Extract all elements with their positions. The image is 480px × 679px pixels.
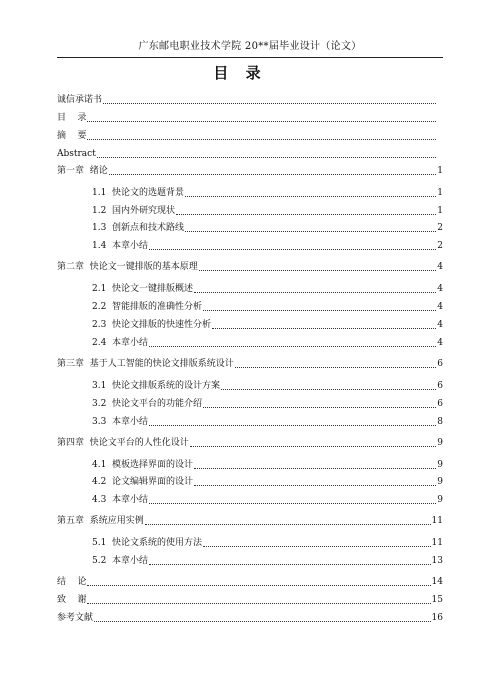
toc-leader-dots xyxy=(87,602,430,604)
toc-entry-label: 2.3 快论文排版的快速性分析 xyxy=(92,320,212,330)
toc-subentry[interactable] xyxy=(92,317,443,331)
toc-leader-dots xyxy=(103,102,436,104)
toc-page-number: 4 xyxy=(437,284,443,294)
toc-page-number: 6 xyxy=(437,359,443,369)
toc-page-number: 11 xyxy=(431,516,443,526)
toc-leader-dots xyxy=(109,173,436,175)
toc-entry[interactable] xyxy=(57,513,443,527)
toc-entry-label: 5.1 快论文系统的使用方法 xyxy=(92,538,203,548)
toc-entry[interactable] xyxy=(57,610,443,624)
toc-leader-dots xyxy=(149,563,431,565)
toc-leader-dots xyxy=(203,406,436,408)
toc-subentry[interactable] xyxy=(92,378,443,392)
toc-page-number: 15 xyxy=(431,595,443,605)
toc-entry-label: 诚信承诺书 xyxy=(57,95,103,105)
toc-leader-dots xyxy=(194,291,436,293)
toc-page-number: 14 xyxy=(431,577,443,587)
toc-entry[interactable] xyxy=(57,110,443,124)
toc-page-number: 1 xyxy=(437,166,443,176)
toc-entry-label: 3.1 快论文排版系统的设计方案 xyxy=(92,381,221,391)
toc-entry-label: 致 谢 xyxy=(57,595,87,605)
toc-leader-dots xyxy=(235,366,436,368)
toc-entry[interactable] xyxy=(57,128,443,142)
toc-leader-dots xyxy=(194,484,436,486)
toc-entry-label: 3.2 快论文平台的功能介绍 xyxy=(92,399,203,409)
toc-entry-label: 2.2 智能排版的准确性分析 xyxy=(92,302,203,312)
toc-subentry[interactable] xyxy=(92,414,443,428)
toc-page-number: 4 xyxy=(437,338,443,348)
toc-entry-label: 1.2 国内外研究现状 xyxy=(92,206,176,216)
toc-entry-label: 摘 要 xyxy=(57,131,87,141)
toc-subentry[interactable] xyxy=(92,474,443,488)
toc-leader-dots xyxy=(97,156,436,158)
toc-leader-dots xyxy=(176,213,436,215)
toc-entry-label: 4.1 模板选择界面的设计 xyxy=(92,460,194,470)
toc-leader-dots xyxy=(94,620,431,622)
toc-page-number: 4 xyxy=(437,262,443,272)
toc-subentry[interactable] xyxy=(92,220,443,234)
toc-leader-dots xyxy=(145,523,431,525)
toc-entry[interactable] xyxy=(57,592,443,606)
toc-page-number: 9 xyxy=(437,495,443,505)
toc-page-number: 2 xyxy=(437,223,443,233)
toc-leader-dots xyxy=(87,584,430,586)
toc-entry-label: 1.3 创新点和技术路线 xyxy=(92,223,185,233)
toc-entry-label: 5.2 本章小结 xyxy=(92,556,149,566)
toc-subentry[interactable] xyxy=(92,457,443,471)
toc-leader-dots xyxy=(199,269,436,271)
toc-page-number: 8 xyxy=(437,417,443,427)
toc-entry-label: 第一章 绪论 xyxy=(57,166,108,176)
toc-leader-dots xyxy=(212,327,436,329)
toc-leader-dots xyxy=(149,345,436,347)
toc-leader-dots xyxy=(203,309,436,311)
toc-leader-dots xyxy=(185,230,436,232)
toc-leader-dots xyxy=(87,138,436,140)
toc-page-number: 9 xyxy=(437,438,443,448)
toc-entry[interactable] xyxy=(57,163,443,177)
toc-subentry[interactable] xyxy=(92,396,443,410)
toc-title: 目 录 xyxy=(213,64,267,82)
toc-entry-label: 第三章 基于人工智能的快论文排版系统设计 xyxy=(57,359,234,369)
toc-page-number: 9 xyxy=(437,460,443,470)
toc-entry[interactable] xyxy=(57,435,443,449)
toc-page-number: 11 xyxy=(431,538,443,548)
toc-subentry[interactable] xyxy=(92,203,443,217)
toc-page-number: 6 xyxy=(437,381,443,391)
toc-leader-dots xyxy=(149,502,436,504)
toc-leader-dots xyxy=(149,248,436,250)
toc-entry-label: 第四章 快论文平台的人性化设计 xyxy=(57,438,189,448)
toc-subentry[interactable] xyxy=(92,535,443,549)
toc-page-number: 6 xyxy=(437,399,443,409)
toc-leader-dots xyxy=(194,467,436,469)
toc-entry[interactable] xyxy=(57,574,443,588)
toc-page-number: 4 xyxy=(437,302,443,312)
toc-page-number: 1 xyxy=(437,206,443,216)
toc-leader-dots xyxy=(203,545,431,547)
toc-entry-label: 第二章 快论文一键排版的基本原理 xyxy=(57,262,198,272)
toc-entry-label: 1.1 快论文的选题背景 xyxy=(92,188,185,198)
toc-page-number: 2 xyxy=(437,241,443,251)
toc-subentry[interactable] xyxy=(92,281,443,295)
toc-entry[interactable] xyxy=(57,356,443,370)
toc-page-number: 1 xyxy=(437,188,443,198)
toc-page-number: 16 xyxy=(431,613,443,623)
toc-entry-label: 参考文献 xyxy=(57,613,94,623)
toc-page-number: 4 xyxy=(437,320,443,330)
toc-subentry[interactable] xyxy=(92,185,443,199)
toc-entry-label: 第五章 系统应用实例 xyxy=(57,516,144,526)
toc-subentry[interactable] xyxy=(92,492,443,506)
toc-entry-label: 结 论 xyxy=(57,577,87,587)
toc-leader-dots xyxy=(221,388,436,390)
toc-leader-dots xyxy=(190,445,436,447)
toc-page-number: 9 xyxy=(437,477,443,487)
toc-subentry[interactable] xyxy=(92,553,443,567)
toc-entry[interactable] xyxy=(57,259,443,273)
toc-entry-label: Abstract xyxy=(57,149,96,159)
toc-entry-label: 目 录 xyxy=(57,113,87,123)
toc-entry-label: 4.2 论文编辑界面的设计 xyxy=(92,477,194,487)
toc-entry-label: 2.1 快论文一键排版概述 xyxy=(92,284,194,294)
page-header: 广东邮电职业技术学院 20**届毕业设计（论文） xyxy=(57,37,443,58)
toc-entry[interactable] xyxy=(57,146,443,160)
toc-entry-label: 3.3 本章小结 xyxy=(92,417,149,427)
toc-subentry[interactable] xyxy=(92,238,443,252)
toc-page-number: 13 xyxy=(431,556,443,566)
toc-leader-dots xyxy=(149,424,436,426)
toc-subentry[interactable] xyxy=(92,299,443,313)
toc-entry[interactable] xyxy=(57,92,443,106)
toc-entry-label: 4.3 本章小结 xyxy=(92,495,149,505)
toc-leader-dots xyxy=(87,120,436,122)
toc-subentry[interactable] xyxy=(92,335,443,349)
toc-entry-label: 2.4 本章小结 xyxy=(92,338,149,348)
toc-leader-dots xyxy=(185,195,436,197)
toc-entry-label: 1.4 本章小结 xyxy=(92,241,149,251)
